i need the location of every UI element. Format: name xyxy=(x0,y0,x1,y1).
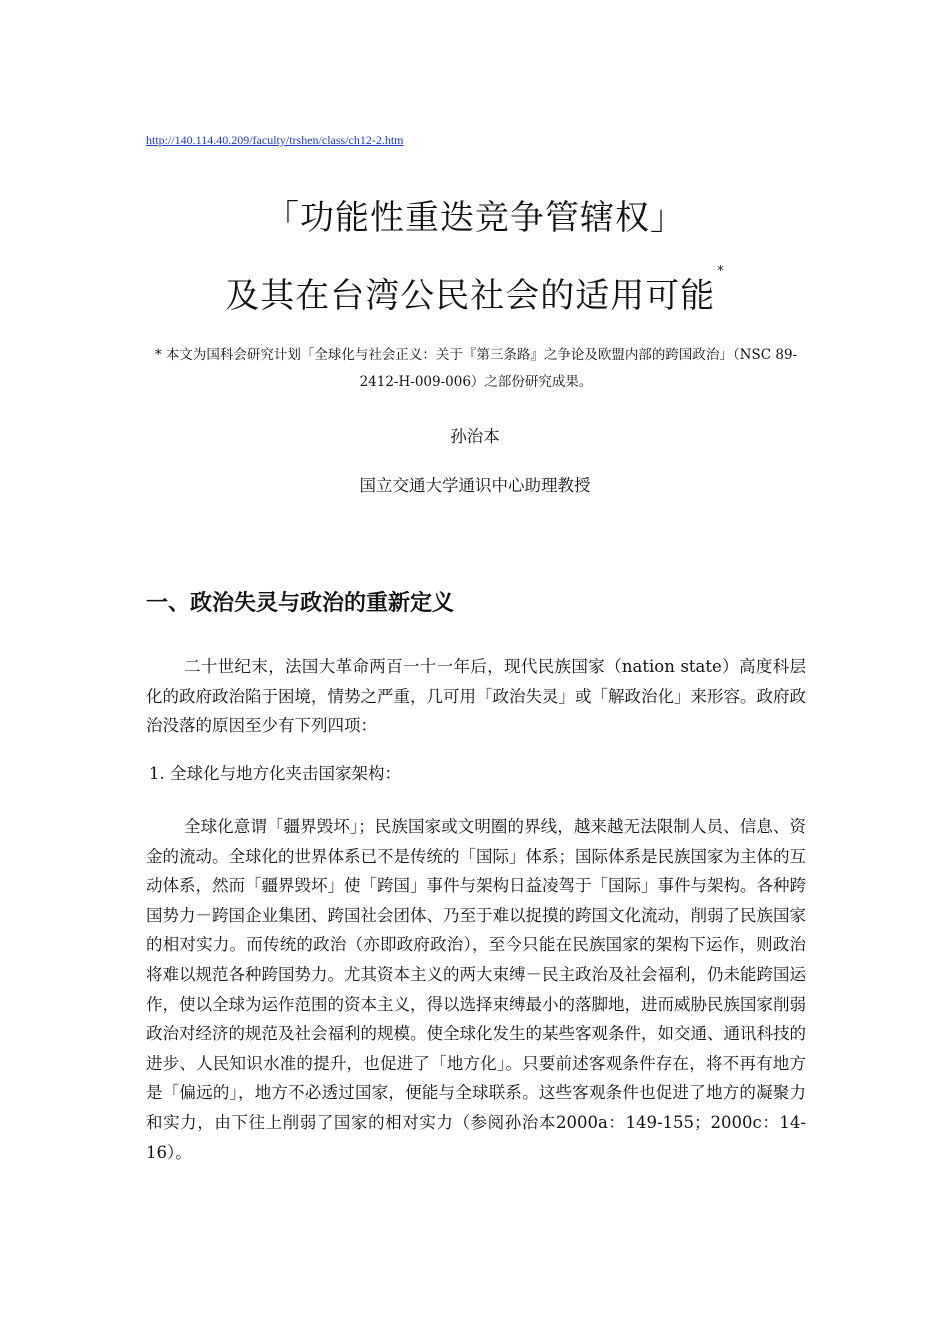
source-url-link[interactable]: http://140.114.40.209/faculty/trshen/class/ch12-2.htm xyxy=(146,133,404,147)
title-line-2 xyxy=(0,264,950,317)
paragraph-intro: 二十世纪末，法国大革命两百一十一年后，现代民族国家（nation state）高度科层化的政府政治陷于困境，情势之严重，几可用「政治失灵」或「解政治化」来形容。政府政治没落的原因至少有下列四项： xyxy=(146,657,806,736)
paragraph-globalization: 全球化意谓「疆界毁坏」；民族国家或文明圈的界线，越来越无法限制人员、信息、资金的流动。全球化的世界体系已不是传统的「国际」体系；国际体系是民族国家为主体的互动体系，然而「疆界毁坏」使「跨国」事件与架构日益凌驾于「国际」事件与架构。各种跨国势力－跨国企业集团、跨国社会团体、乃至于难以捉摸的跨国文化流动，削弱了民族国家的相对实力。而传统的政治（亦即政府政治），至今只能在民族国家的架构下运作，则政治将难以规范各种跨国势力。尤其资本主义的两大束缚－民主政治及社会福利，仍未能跨国运作，使以全球为运作范围的资本主义，得以选择束缚最小的落脚地，进而威胁民族国家削弱政治对经济的规范及社会福利的规模。使全球化发生的某些客观条件，如交通、通讯科技的进步、人民知识水准的提升，也促进了「地方化」。只要前述客观条件存在，将不再有地方是「偏远的」，地方不必透过国家，便能与全球联系。这些客观条件也促进了地方的凝聚力和实力，由下往上削弱了国家的相对实力（参阅孙治本2000a：149-155；2000c：14-16）。 xyxy=(146,817,806,1162)
section-heading: 一、政治失灵与政治的重新定义 xyxy=(146,591,455,616)
title-line-1: 「功能性重迭竞争管辖权」 xyxy=(265,198,685,238)
author-affiliation: 国立交通大学通识中心助理教授 xyxy=(359,476,591,495)
author-name: 孙治本 xyxy=(450,427,500,446)
title-line-2-text: 及其在台湾公民社会的适用可能 xyxy=(225,276,716,316)
title-footnote: * 本文为国科会研究计划「全球化与社会正义：关于『第三条路』之争论及欧盟内部的跨国政治」（NSC 89-2412-H-009-006）之部份研究成果。 xyxy=(154,347,798,390)
subheading-globalization: 1. 全球化与地方化夹击国家架构： xyxy=(149,764,401,783)
title-footnote-marker: * xyxy=(717,264,725,279)
